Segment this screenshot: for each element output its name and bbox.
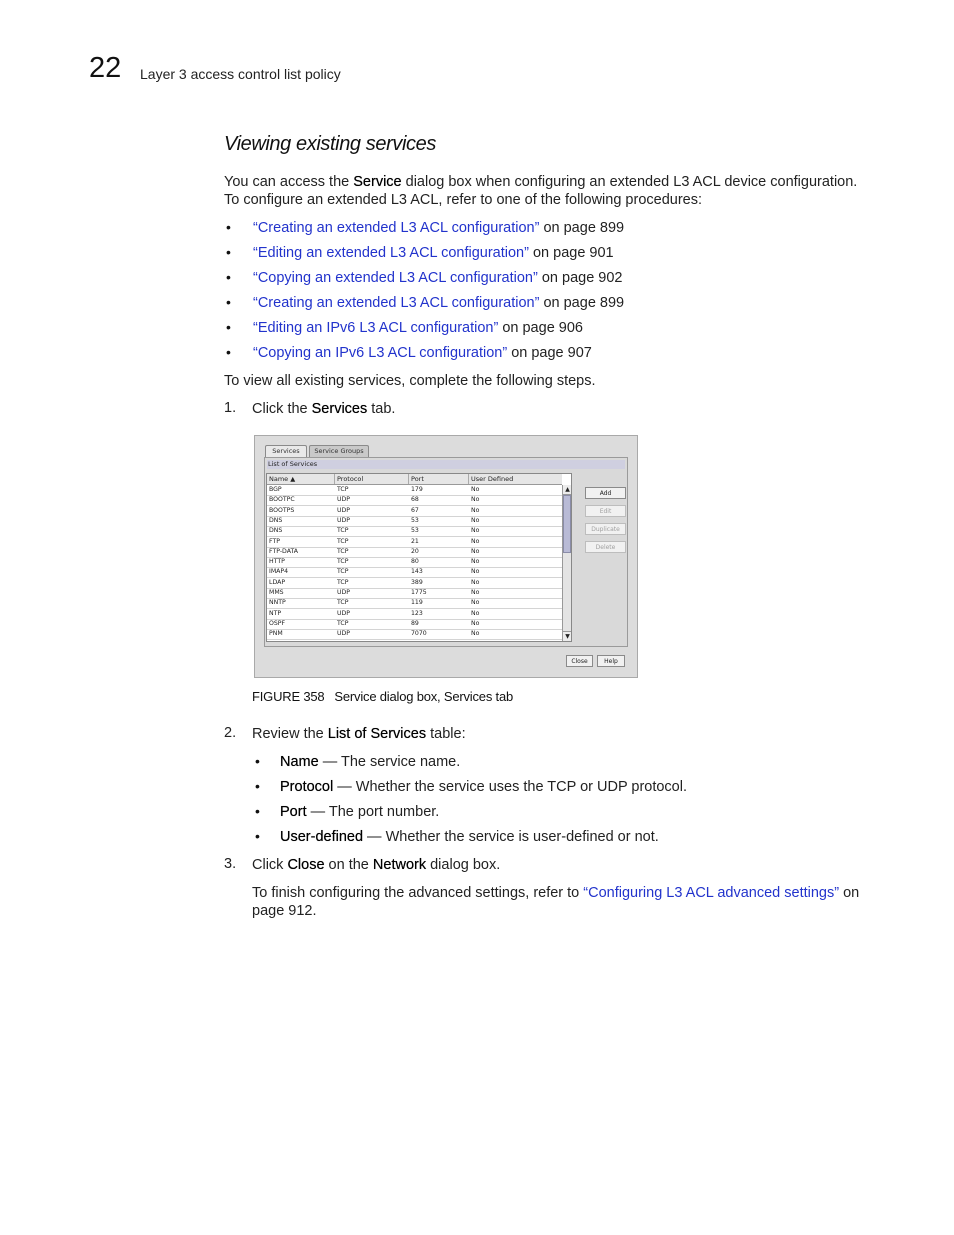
cell-port: 53	[411, 527, 419, 535]
table-row[interactable]	[267, 629, 562, 640]
cell-port: 20	[411, 547, 419, 555]
cell-protocol: TCP	[337, 599, 349, 607]
cell-protocol: TCP	[337, 527, 349, 535]
bullet-icon: •	[255, 778, 260, 794]
bullet-icon: •	[226, 219, 231, 235]
bullet-icon: •	[226, 269, 231, 285]
cell-user-defined: No	[471, 609, 480, 617]
cell-port: 1775	[411, 589, 427, 596]
cell-name: IMAP4	[269, 568, 289, 576]
procedure-link-item	[253, 244, 614, 262]
cell-user-defined: No	[471, 589, 480, 596]
procedure-link[interactable]: “Editing an IPv6 L3 ACL configuration”	[253, 320, 499, 336]
service-dialog	[254, 435, 638, 678]
column-header-port[interactable]: Port	[409, 474, 469, 484]
field-name: Protocol	[280, 779, 334, 795]
page-reference: on page 899	[539, 220, 625, 236]
cell-user-defined: No	[471, 527, 480, 535]
delete-button[interactable]: Delete	[585, 541, 626, 553]
scroll-thumb[interactable]	[563, 495, 571, 553]
tab-services[interactable]: Services	[265, 445, 307, 457]
cell-protocol: TCP	[337, 558, 349, 566]
step-3-text: Click Close on the Network dialog box.	[252, 857, 501, 873]
procedure-link[interactable]: “Creating an extended L3 ACL configuration”	[253, 220, 540, 236]
field-description-item	[280, 803, 439, 821]
cell-name: MMS	[269, 589, 284, 596]
duplicate-button[interactable]: Duplicate	[585, 523, 626, 535]
cell-protocol: TCP	[337, 537, 349, 545]
cell-port: 119	[411, 599, 423, 607]
page-reference: on page 902	[537, 270, 623, 286]
cell-user-defined: No	[471, 619, 480, 627]
cell-name: OSPF	[269, 619, 286, 627]
page-reference: on page 899	[539, 295, 625, 311]
cell-protocol: TCP	[337, 547, 349, 555]
cell-protocol: TCP	[337, 578, 349, 586]
view-intro: To view all existing services, complete the following steps.	[224, 373, 596, 389]
bullet-icon: •	[255, 753, 260, 769]
bullet-icon: •	[226, 294, 231, 310]
bullet-icon: •	[255, 803, 260, 819]
scroll-up-arrow-icon[interactable]: ▲	[563, 485, 572, 495]
cell-name: BOOTPC	[269, 496, 295, 504]
section-title: Viewing existing services	[224, 133, 436, 155]
cell-user-defined: No	[471, 599, 480, 607]
bullet-icon: •	[226, 244, 231, 260]
page-reference: on page 901	[528, 245, 614, 261]
add-button[interactable]: Add	[585, 487, 626, 499]
procedure-link-item	[253, 319, 583, 337]
procedure-link[interactable]: “Copying an extended L3 ACL configuration”	[253, 270, 538, 286]
cell-protocol: TCP	[337, 486, 349, 493]
cell-user-defined: No	[471, 578, 480, 586]
cell-port: 389	[411, 578, 423, 586]
cell-port: 7070	[411, 630, 427, 638]
cell-name: DNS	[269, 516, 283, 524]
step-2-text: Review the List of Services table:	[252, 726, 466, 742]
cell-name: DNS	[269, 527, 283, 535]
field-name: User-defined	[280, 829, 364, 845]
services-panel	[264, 457, 628, 647]
figure-caption-text: Service dialog box, Services tab	[334, 689, 514, 704]
cell-protocol: UDP	[337, 589, 351, 596]
cell-port: 67	[411, 506, 419, 514]
page-reference: on page 907	[507, 345, 592, 361]
tab-service-groups[interactable]: Service Groups	[309, 445, 369, 457]
cell-name: PNM	[269, 630, 283, 638]
cell-name: LDAP	[269, 578, 286, 586]
field-description-item	[280, 753, 460, 771]
cell-port: 123	[411, 609, 423, 617]
table-header	[267, 474, 562, 485]
intro-line-1: You can access the Service dialog box when configuring an extended L3 ACL device configuration.	[224, 174, 858, 190]
bullet-icon: •	[226, 319, 231, 335]
finish-line-1: To finish configuring the advanced settings, refer to “Configuring L3 ACL advanced settings” on	[252, 885, 860, 901]
bullet-icon: •	[255, 828, 260, 844]
cell-user-defined: No	[471, 537, 480, 545]
figure-label: FIGURE 358	[252, 689, 325, 704]
bullet-icon: •	[226, 344, 231, 360]
column-header-protocol[interactable]: Protocol	[335, 474, 409, 484]
cell-protocol: UDP	[337, 516, 351, 524]
cell-port: 80	[411, 558, 419, 566]
finish-line-2: page 912.	[252, 903, 317, 919]
procedure-link[interactable]: “Copying an IPv6 L3 ACL configuration”	[253, 345, 508, 361]
cell-name: HTTP	[269, 558, 285, 566]
column-header-name[interactable]: Name ▲	[267, 474, 335, 484]
cell-protocol: UDP	[337, 496, 351, 504]
cell-port: 89	[411, 619, 419, 627]
cell-port: 179	[411, 486, 423, 493]
cell-user-defined: No	[471, 547, 480, 555]
procedure-link-item	[253, 294, 624, 312]
cell-user-defined: No	[471, 496, 480, 504]
procedure-link[interactable]: “Creating an extended L3 ACL configuration”	[253, 295, 540, 311]
procedure-link-item	[253, 269, 623, 287]
field-name: Name	[280, 754, 319, 770]
field-description: — The port number.	[306, 804, 440, 820]
table-scrollbar[interactable]	[562, 485, 572, 641]
page-reference: on page 906	[498, 320, 583, 336]
cell-protocol: UDP	[337, 609, 351, 617]
step-1-text: Click the Services tab.	[252, 401, 396, 417]
step-2-number: 2.	[224, 725, 237, 741]
cell-name: NNTP	[269, 599, 286, 607]
cell-port: 143	[411, 568, 423, 576]
chapter-title: Layer 3 access control list policy	[140, 66, 341, 82]
field-description-item	[280, 828, 659, 846]
step-3-number: 3.	[224, 856, 237, 872]
cell-user-defined: No	[471, 558, 480, 566]
cell-user-defined: No	[471, 516, 480, 524]
cell-user-defined: No	[471, 486, 480, 493]
field-description: — The service name.	[318, 754, 461, 770]
cell-name: FTP-DATA	[269, 547, 298, 555]
figure-caption	[252, 689, 513, 704]
close-button[interactable]: Close	[566, 655, 593, 667]
cell-port: 53	[411, 516, 419, 524]
procedure-link-item	[253, 219, 624, 237]
procedure-link-item	[253, 344, 592, 362]
cell-user-defined: No	[471, 506, 480, 514]
column-header-user-defined[interactable]: User Defined	[471, 475, 514, 483]
intro-line-2: To configure an extended L3 ACL, refer to one of the following procedures:	[224, 192, 703, 208]
cell-name: NTP	[269, 609, 282, 617]
procedure-link[interactable]: “Editing an extended L3 ACL configuration”	[253, 245, 529, 261]
scroll-down-arrow-icon[interactable]: ▼	[563, 631, 572, 641]
field-name: Port	[280, 804, 307, 820]
cell-port: 68	[411, 496, 419, 504]
edit-button[interactable]: Edit	[585, 505, 626, 517]
cell-user-defined: No	[471, 630, 480, 638]
field-description-item	[280, 778, 687, 796]
cell-protocol: UDP	[337, 506, 351, 514]
advanced-settings-link[interactable]: “Configuring L3 ACL advanced settings”	[583, 885, 840, 901]
cell-name: FTP	[269, 537, 280, 545]
cell-protocol: TCP	[337, 619, 349, 627]
cell-name: BOOTPS	[269, 506, 295, 514]
list-of-services-title: List of Services	[267, 460, 625, 469]
services-table	[266, 473, 572, 642]
cell-port: 21	[411, 537, 419, 545]
cell-protocol: UDP	[337, 630, 351, 638]
field-description: — Whether the service is user-defined or not.	[363, 829, 659, 845]
cell-protocol: TCP	[337, 568, 349, 576]
step-1-number: 1.	[224, 400, 237, 416]
cell-user-defined: No	[471, 568, 480, 576]
cell-name: BGP	[269, 486, 282, 493]
chapter-number: 22	[89, 52, 122, 84]
field-description: — Whether the service uses the TCP or UDP protocol.	[333, 779, 687, 795]
help-button[interactable]: Help	[597, 655, 625, 667]
